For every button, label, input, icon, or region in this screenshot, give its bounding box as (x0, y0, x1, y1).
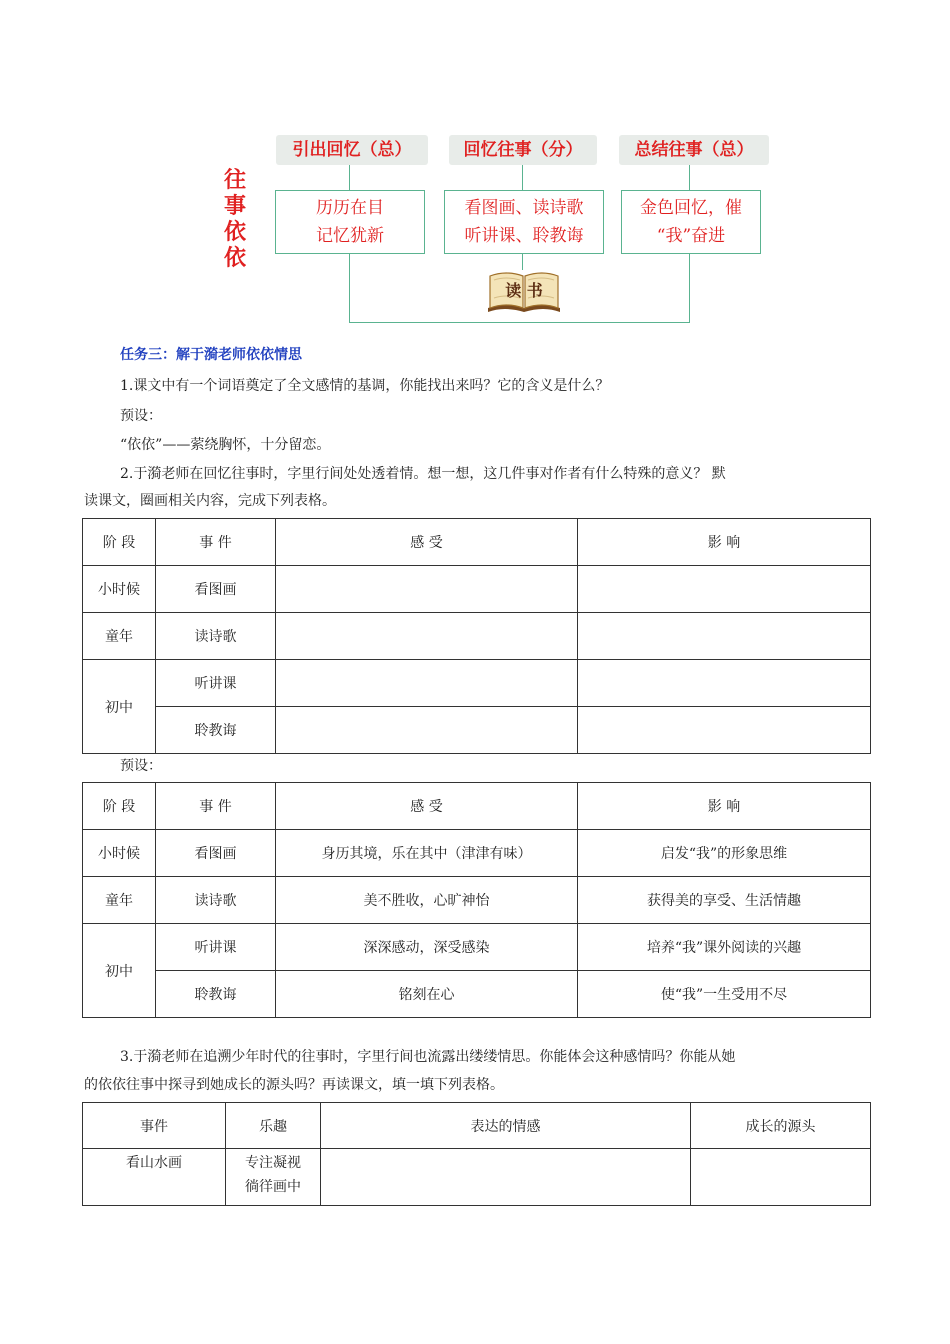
question-2-line2: 读课文，圈画相关内容，完成下列表格。 (84, 493, 336, 509)
blank-effect-cell[interactable] (578, 613, 871, 660)
book-label: 读 书 (505, 281, 543, 300)
table-row: 小时候 看图画 (83, 566, 871, 613)
box-golden-memory: 金色回忆，催 “我”奋进 (621, 190, 761, 254)
box-vivid-memory: 历历在目 记忆犹新 (275, 190, 425, 254)
connector-line (689, 165, 690, 190)
q1-preset-label: 预设： (120, 408, 162, 424)
table-row: 聆教诲 (83, 707, 871, 754)
table-header-row: 阶 段 事 件 感 受 影 响 (83, 783, 871, 830)
question-2-line1: 2.于漪老师在回忆往事时，字里行间处处透着情。想一想，这几件事对作者有什么特殊的意义？ 默 (120, 466, 726, 482)
events-table-blank (82, 518, 871, 754)
growth-source-table (82, 1102, 871, 1206)
blank-effect-cell[interactable] (578, 707, 871, 754)
open-book-icon (484, 268, 564, 316)
table-header-row: 阶 段 事 件 感 受 影 响 (83, 519, 871, 566)
table-row: 童年 读诗歌 美不胜收，心旷神怡 获得美的享受、生活情趣 (83, 877, 871, 924)
events-table-answers (82, 782, 871, 1018)
table-row: 童年 读诗歌 (83, 613, 871, 660)
diagram-side-title: 往事依依 (223, 168, 246, 271)
connector-line (689, 253, 690, 323)
blank-feeling-cell[interactable] (276, 613, 578, 660)
connector-line (349, 165, 350, 190)
task-three-title: 任务三：解于漪老师依依情思 (120, 347, 302, 363)
table-row: 小时候 看图画 身历其境，乐在其中（津津有味） 启发“我”的形象思维 (83, 830, 871, 877)
question-1: 1.课文中有一个词语奠定了全文感情的基调，你能找出来吗？它的含义是什么？ (120, 378, 610, 394)
header-recall-past: 回忆往事（分） (449, 135, 597, 165)
blank-feeling-cell[interactable] (276, 707, 578, 754)
header-introduce-memory: 引出回忆（总） (276, 135, 428, 165)
question-3-line2: 的依依往事中探寻到她成长的源头吗？再读课文，填一填下列表格。 (84, 1077, 504, 1093)
q1-answer: “依依”——萦绕胸怀，十分留恋。 (120, 437, 331, 453)
table-header-row: 事件 乐趣 表达的情感 成长的源头 (83, 1103, 871, 1149)
question-3-line1: 3.于漪老师在追溯少年时代的往事时，字里行间也流露出缕缕情思。你能体会这种感情吗？你能从她 (120, 1049, 736, 1065)
blank-feeling-cell[interactable] (276, 566, 578, 613)
blank-feeling-cell[interactable] (276, 660, 578, 707)
header-summarize-past: 总结往事（总） (619, 135, 769, 165)
table-row: 初中 听讲课 (83, 660, 871, 707)
connector-line (349, 253, 350, 323)
connector-line (349, 322, 690, 323)
connector-line (522, 165, 523, 190)
blank-effect-cell[interactable] (578, 660, 871, 707)
table-row: 聆教诲 铭刻在心 使“我”一生受用不尽 (83, 971, 871, 1018)
blank-source-cell[interactable] (691, 1149, 871, 1206)
q2-preset-label: 预设： (120, 758, 162, 774)
blank-effect-cell[interactable] (578, 566, 871, 613)
table-row: 初中 听讲课 深深感动，深受感染 培养“我”课外阅读的兴趣 (83, 924, 871, 971)
blank-emotion-cell[interactable] (321, 1149, 691, 1206)
box-four-events: 看图画、读诗歌 听讲课、聆教诲 (444, 190, 604, 254)
table-row: 看山水画 专注凝视 徜徉画中 (83, 1149, 871, 1206)
